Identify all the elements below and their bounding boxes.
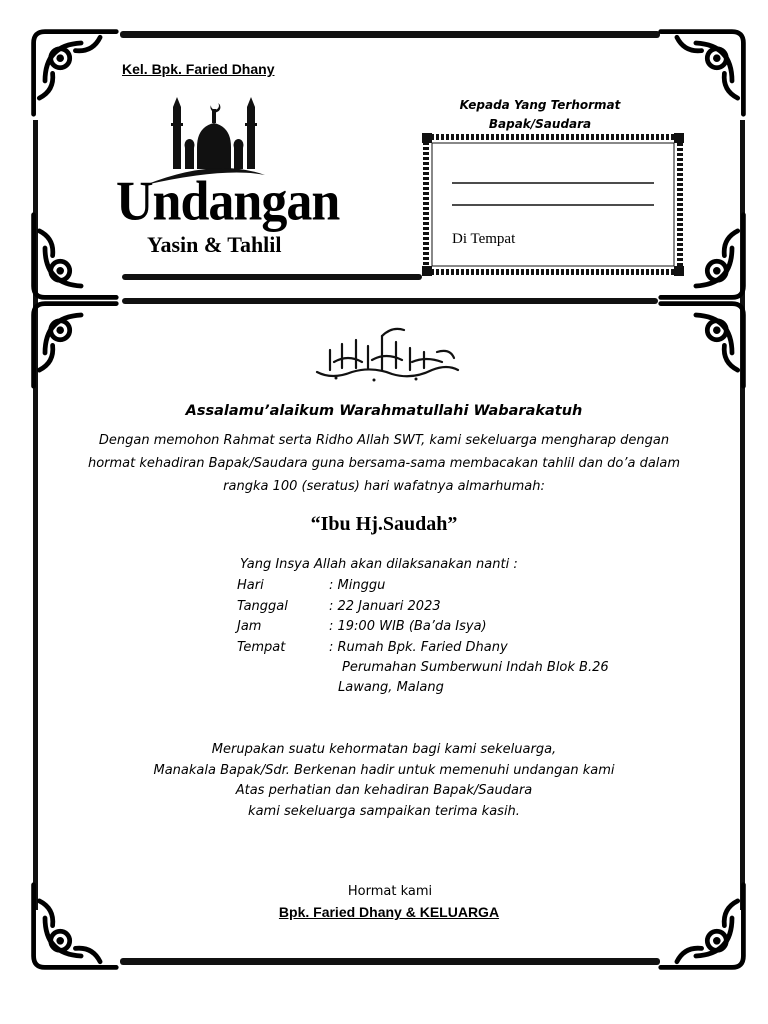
detail-label-day: Hari [237, 578, 264, 593]
detail-label-place: Tempat [237, 640, 286, 655]
recipient-heading [440, 96, 640, 134]
detail-value-place: : Rumah Bpk. Faried Dhany [329, 640, 508, 655]
detail-value-date: : 22 Januari 2023 [329, 599, 441, 614]
detail-address-line: Perumahan Sumberwuni Indah Blok B.26 [342, 660, 609, 675]
corner-ornament-mid-right-lower [656, 296, 751, 391]
corner-ornament-mid-left-lower [26, 296, 121, 391]
frame-mid-line-lower [122, 298, 658, 304]
detail-value-day: : Minggu [329, 578, 386, 593]
invitation-subtitle: Yasin & Tahlil [147, 232, 282, 257]
address-place: Di Tempat [452, 231, 516, 247]
corner-ornament-top-left [26, 24, 121, 119]
recipient-line-2: Bapak/Saudara [488, 117, 592, 131]
signature: Bpk. Faried Dhany & KELUARGA [278, 904, 500, 920]
closing-line: Manakala Bapak/Sdr. Berkenan hadir untuk memenuhi undangan kami [153, 762, 615, 778]
address-box [422, 133, 684, 276]
corner-ornament-top-right [656, 24, 751, 119]
sender-name: Kel. Bpk. Faried Dhany [122, 61, 275, 77]
intro-line: Dengan memohon Rahmat serta Ridho Allah SWT, kami sekeluarga mengharap dengan [98, 433, 670, 448]
deceased-name: “Ibu Hj.Saudah” [310, 513, 458, 535]
closing-paragraph [60, 740, 708, 822]
detail-label-date: Tanggal [237, 599, 288, 614]
closing-line: Atas perhatian dan kehadiran Bapak/Saudara [235, 783, 533, 798]
closing-line: Merupakan suatu kehormatan bagi kami sekeluarga, [211, 742, 557, 757]
frame-top-line [120, 31, 660, 38]
detail-label-time: Jam [237, 619, 262, 634]
detail-value-time: : 19:00 WIB (Ba’da Isya) [329, 619, 487, 634]
regards-text: Hormat kami [347, 884, 433, 899]
schedule-intro: Yang Insya Allah akan dilaksanakan nanti : [240, 557, 518, 572]
intro-line: rangka 100 (seratus) hari wafatnya almarhumah: [223, 479, 545, 494]
detail-address-line: Lawang, Malang [338, 680, 444, 695]
intro-line: hormat kehadiran Bapak/Saudara guna bersama-sama membacakan tahlil dan do’a dalam [87, 456, 681, 471]
invitation-title: Undangan [116, 170, 340, 233]
recipient-line-1: Kepada Yang Terhormat [459, 98, 621, 112]
corner-ornament-mid-left-upper [26, 210, 121, 305]
intro-paragraph [60, 429, 708, 498]
bismillah-calligraphy-icon [312, 322, 462, 384]
greeting: Assalamu’alaikum Warahmatullahi Wabarakatuh [185, 403, 583, 419]
closing-line: kami sekeluarga sampaikan terima kasih. [248, 803, 520, 819]
frame-mid-line-upper [122, 274, 422, 280]
frame-bottom-line [120, 958, 660, 965]
